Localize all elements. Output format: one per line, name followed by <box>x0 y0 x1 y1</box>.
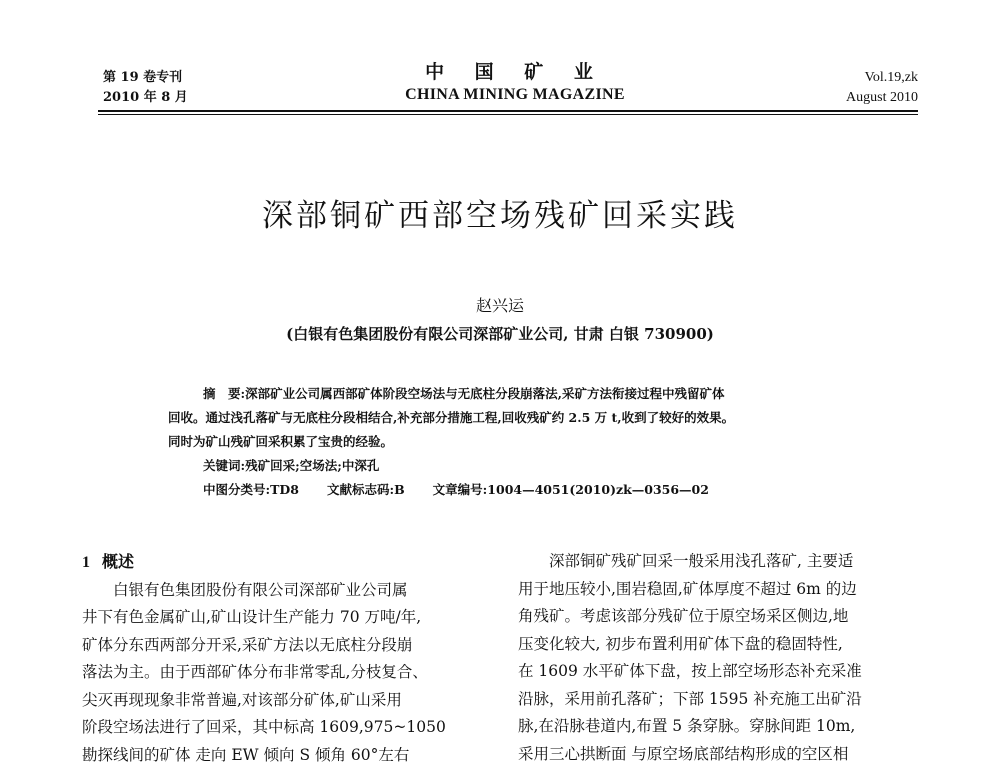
section-heading <box>82 548 494 577</box>
header-rule-thin <box>98 114 918 115</box>
body-line: 白银有色集团股份有限公司深部矿业公司属 <box>82 577 494 605</box>
doc-code-label: 文献标志码: <box>327 482 394 497</box>
section-number: 1 <box>82 554 90 571</box>
body-line: 在 1609 水平矿体下盘，按上部空场形态补充采准 <box>518 658 930 686</box>
classification-line <box>168 478 858 502</box>
body-line: 用于地压较小,围岩稳固,矿体厚度不超过 6m 的边 <box>518 576 930 604</box>
body-column-left <box>82 548 494 769</box>
body-line: 阶段空场法进行了回采，其中标高 1609,975~1050 <box>82 714 494 742</box>
header-rule-thick <box>98 110 918 112</box>
article-number-value: 1004—4051(2010)zk—0356—02 <box>487 482 709 497</box>
abstract-text-2: 回收。通过浅孔落矿与无底柱分段相结合,补充部分措施工程,回收残矿约 2.5 万 t,收到了较好的效果。 <box>168 406 858 430</box>
article-number-label: 文章编号: <box>433 482 488 497</box>
journal-name <box>370 60 660 106</box>
body-line: 勘探线间的矿体 走向 EW 倾向 S 倾角 60°左右 <box>82 742 494 769</box>
abstract-text-1: 深部矿业公司属西部矿体阶段空场法与无底柱分段崩落法,采矿方法衔接过程中残留矿体 <box>245 386 724 401</box>
keywords-text: 残矿回采;空场法;中深孔 <box>245 458 379 473</box>
journal-issue-info <box>103 68 188 108</box>
body-line: 井下有色金属矿山,矿山设计生产能力 70 万吨/年, <box>82 604 494 632</box>
body-line: 压变化较大, 初步布置利用矿体下盘的稳固特性, <box>518 631 930 659</box>
doc-code-value: B <box>394 482 405 497</box>
body-line: 深部铜矿残矿回采一般采用浅孔落矿, 主要适 <box>518 548 930 576</box>
abstract-label: 摘 要: <box>203 386 245 401</box>
abstract-text-3: 同时为矿山残矿回采积累了宝贵的经验。 <box>168 430 858 454</box>
body-line: 矿体分东西两部分开采,采矿方法以无底柱分段崩 <box>82 632 494 660</box>
body-column-right <box>518 548 930 768</box>
abstract-block <box>168 382 858 502</box>
section-title: 概述 <box>102 552 134 571</box>
paper-author: 赵兴运 <box>0 293 1000 316</box>
journal-volume-en <box>846 68 918 108</box>
volume-label: 第 19 卷专刊 <box>103 68 188 88</box>
journal-name-chinese: 中 国 矿 业 <box>370 60 660 84</box>
body-line: 采用三心拱断面 与原空场底部结构形成的空区相 <box>518 741 930 769</box>
body-line: 落法为主。由于西部矿体分布非常零乱,分枝复合、 <box>82 659 494 687</box>
body-line: 沿脉，采用前孔落矿；下部 1595 补充施工出矿沿 <box>518 686 930 714</box>
keywords-label: 关键词: <box>203 458 245 473</box>
issue-date-en: August 2010 <box>846 88 918 108</box>
journal-name-english: CHINA MINING MAGAZINE <box>370 84 660 106</box>
paper-title: 深部铜矿西部空场残矿回采实践 <box>0 190 1000 235</box>
volume-label-en: Vol.19,zk <box>846 68 918 88</box>
issue-date: 2010 年 8 月 <box>103 88 188 108</box>
body-line: 脉,在沿脉巷道内,布置 5 条穿脉。穿脉间距 10m, <box>518 713 930 741</box>
author-affiliation: (白银有色集团股份有限公司深部矿业公司, 甘肃 白银 730900) <box>0 323 1000 344</box>
abstract-line <box>168 382 858 406</box>
keywords-line <box>168 454 858 478</box>
body-line: 角残矿。考虑该部分残矿位于原空场采区侧边,地 <box>518 603 930 631</box>
body-line: 尖灭再现现象非常普遍,对该部分矿体,矿山采用 <box>82 687 494 715</box>
clc-value: TD8 <box>270 482 299 497</box>
clc-label: 中图分类号: <box>203 482 270 497</box>
